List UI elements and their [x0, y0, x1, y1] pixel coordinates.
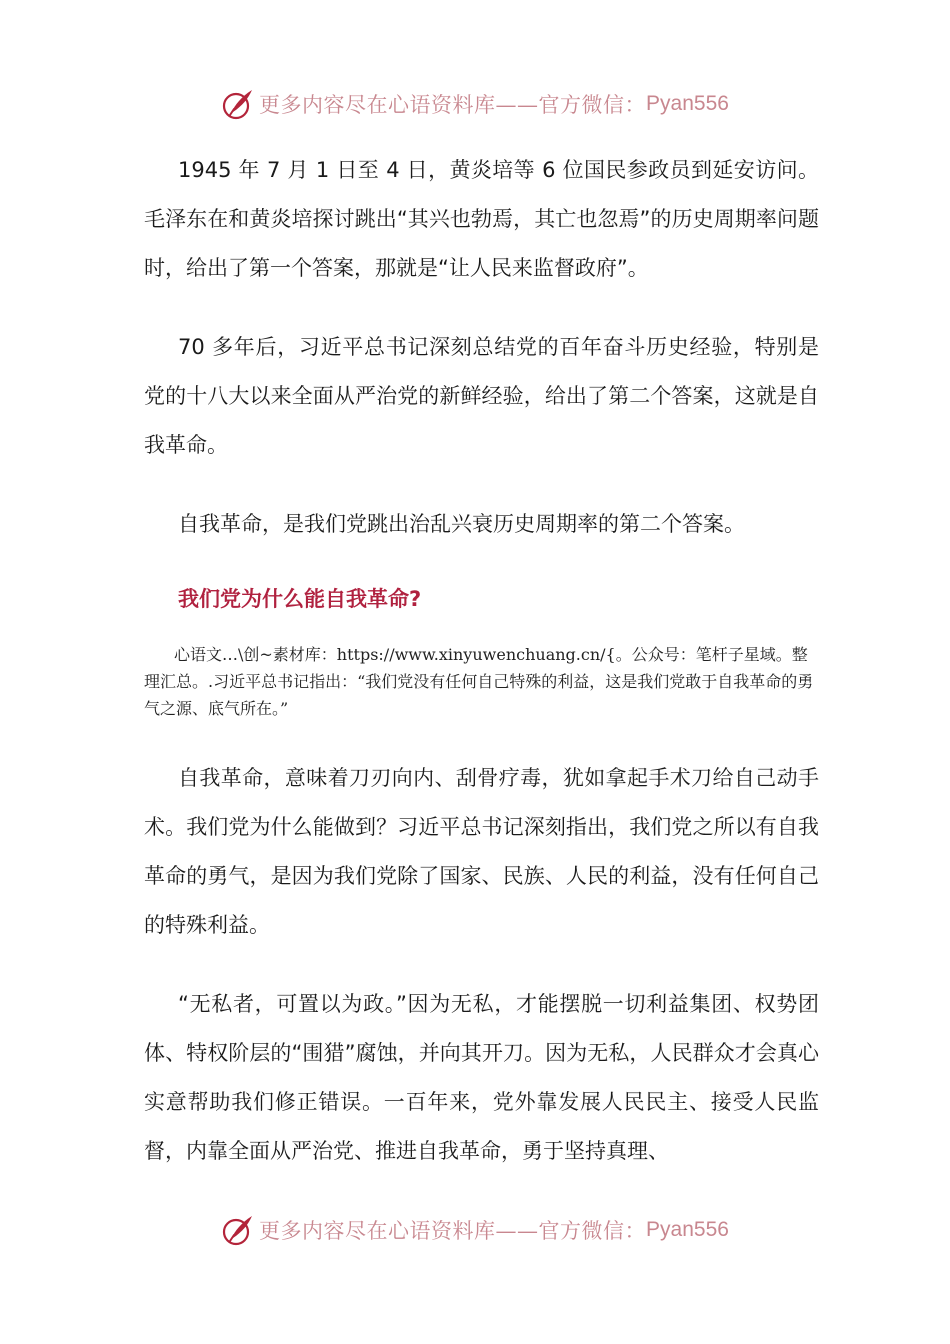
paragraph-4: 自我革命，意味着刀刃向内、刮骨疗毒，犹如拿起手术刀给自己动手术。我们党为什么能做到？习近平总书记深刻指出，我们党之所以有自我革命的勇气，是因为我们党除了国家、民族、人民的利益，没有任何自己的特殊利益。: [144, 766, 819, 937]
banner-text: 更多内容尽在心语资料库——官方微信：: [259, 1219, 647, 1243]
paragraph-3: 自我革命，是我们党跳出治乱兴衰历史周期率的第二个答案。: [178, 512, 745, 536]
paragraph-2: 70 多年后，习近平总书记深刻总结党的百年奋斗历史经验，特别是党的十八大以来全面从严治党的新鲜经验，给出了第二个答案，这就是自我革命。: [144, 335, 819, 457]
banner-wechat-id: Pyan556: [646, 1218, 729, 1241]
source-note: 心语文…\创~素材库：https://www.xinyuwenchuang.cn/{。公众号：笔杆子星域。整理汇总。.习近平总书记指出：“我们党没有任何自己特殊的利益，这是我们党敢于自我革命的勇气之源、底气所在。”: [144, 645, 814, 718]
paragraph-5: “无私者，可置以为政。”因为无私，才能摆脱一切利益集团、权势团体、特权阶层的“围猎”腐蚀，并向其开刀。因为无私，人民群众才会真心实意帮助我们修正错误。一百年来，党外靠发展人民民主、接受人民监督，内靠全面从严治党、推进自我革命，勇于坚持真理、: [144, 992, 819, 1163]
quill-logo-icon: [221, 1213, 255, 1247]
footer-banner: [0, 1210, 950, 1250]
quill-logo-icon: [221, 87, 255, 121]
document-body: [144, 146, 819, 1206]
paragraph-1: 1945 年 7 月 1 日至 4 日，黄炎培等 6 位国民参政员到延安访问。毛泽东在和黄炎培探讨跳出“其兴也勃焉，其亡也忽焉”的历史周期率问题时，给出了第一个答案，那就是“让人民来监督政府”。: [144, 158, 819, 280]
banner-text: 更多内容尽在心语资料库——官方微信：: [259, 93, 647, 117]
header-banner: [0, 84, 950, 124]
section-heading: 我们党为什么能自我革命?: [178, 587, 422, 611]
banner-wechat-id: Pyan556: [646, 92, 729, 115]
